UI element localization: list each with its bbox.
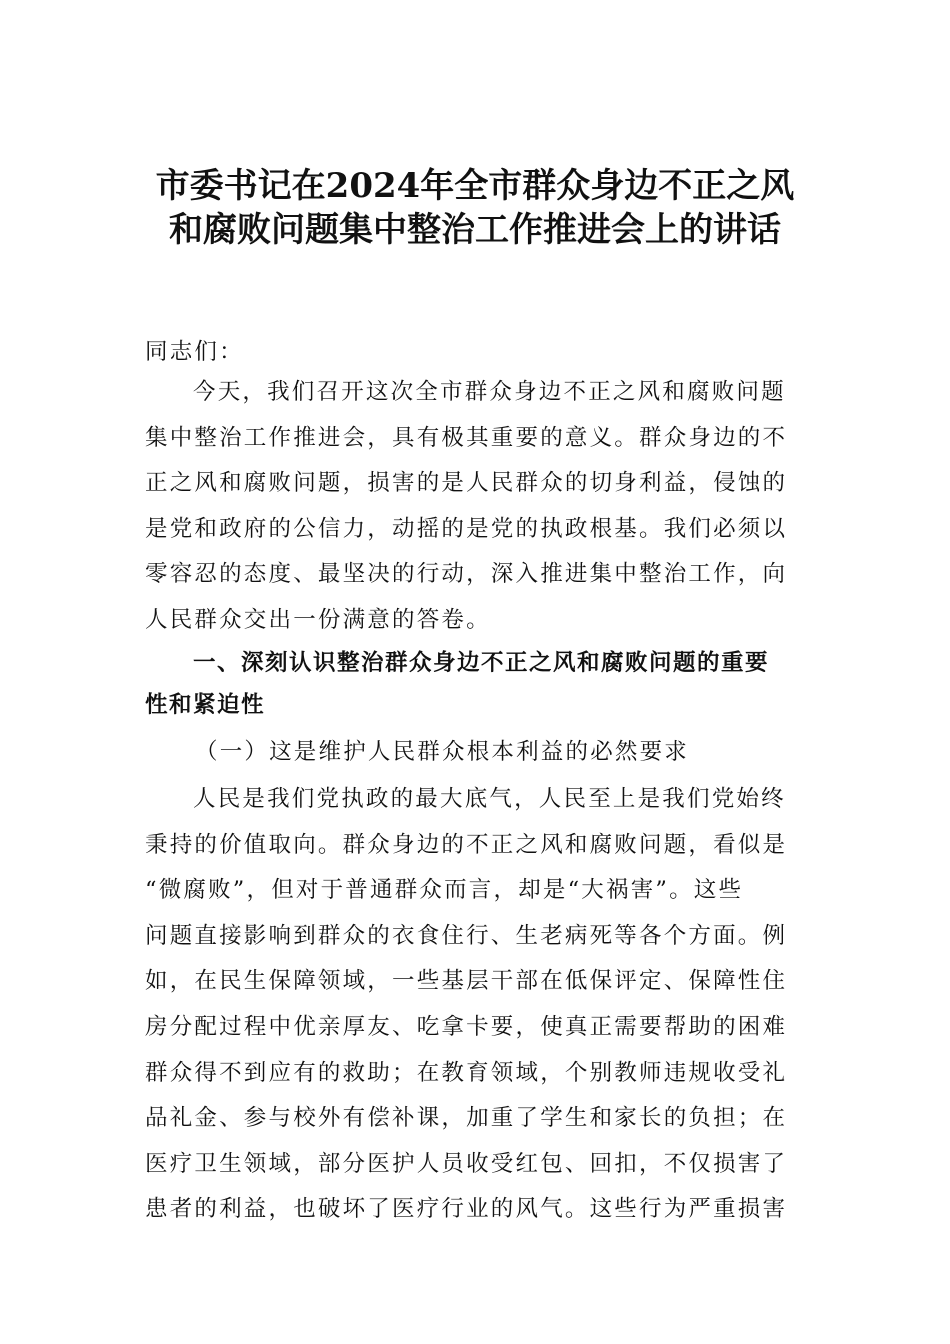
- paragraph-line: 医疗卫生领域，部分医护人员收受红包、回扣，不仅损害了: [145, 1150, 788, 1177]
- paragraph-line: 集中整治工作推进会，具有极其重要的意义。群众身边的不: [145, 424, 788, 451]
- section-heading-1: [145, 642, 815, 726]
- subsection-heading-1: （一）这是维护人民群众根本利益的必然要求: [195, 739, 690, 765]
- paragraph-line: “微腐败”，但对于普通群众而言，却是“大祸害”。这些: [145, 877, 744, 904]
- title-line-1: 市委书记在2024年全市群众身边不正之风: [155, 166, 795, 206]
- paragraph-line: 今天，我们召开这次全市群众身边不正之风和腐败问题: [193, 379, 786, 405]
- heading-line: 一、深刻认识整治群众身边不正之风和腐败问题的重要: [193, 650, 770, 676]
- heading-line: 性和紧迫性: [145, 692, 266, 718]
- paragraph-line: 是党和政府的公信力，动摇的是党的执政根基。我们必须以: [145, 515, 788, 542]
- paragraph-line: 如，在民生保障领域，一些基层干部在低保评定、保障性住: [145, 968, 788, 995]
- paragraph-1: [145, 370, 815, 644]
- paragraph-line: 秉持的价值取向。群众身边的不正之风和腐败问题，看似是: [145, 831, 788, 858]
- paragraph-line: 群众得不到应有的救助；在教育领域，个别教师违规收受礼: [145, 1059, 788, 1086]
- greeting-text: 同志们：: [145, 339, 244, 365]
- paragraph-line: 问题直接影响到群众的衣食住行、生老病死等各个方面。例: [145, 922, 788, 949]
- paragraph-line: 人民是我们党执政的最大底气，人民至上是我们党始终: [193, 786, 786, 812]
- paragraph-line: 品礼金、参与校外有偿补课，加重了学生和家长的负担；在: [145, 1105, 788, 1132]
- greeting: [145, 330, 815, 376]
- paragraph-line: 患者的利益，也破坏了医疗行业的风气。这些行为严重损害: [145, 1196, 788, 1223]
- title-line-2: 和腐败问题集中整治工作推进会上的讲话: [169, 210, 781, 250]
- paragraph-line: 零容忍的态度、最坚决的行动，深入推进集中整治工作，向: [145, 561, 788, 588]
- paragraph-2: [145, 777, 815, 1233]
- paragraph-line: 正之风和腐败问题，损害的是人民群众的切身利益，侵蚀的: [145, 470, 788, 497]
- paragraph-line: 人民群众交出一份满意的答卷。: [145, 606, 491, 633]
- paragraph-line: 房分配过程中优亲厚友、吃拿卡要，使真正需要帮助的困难: [145, 1013, 788, 1040]
